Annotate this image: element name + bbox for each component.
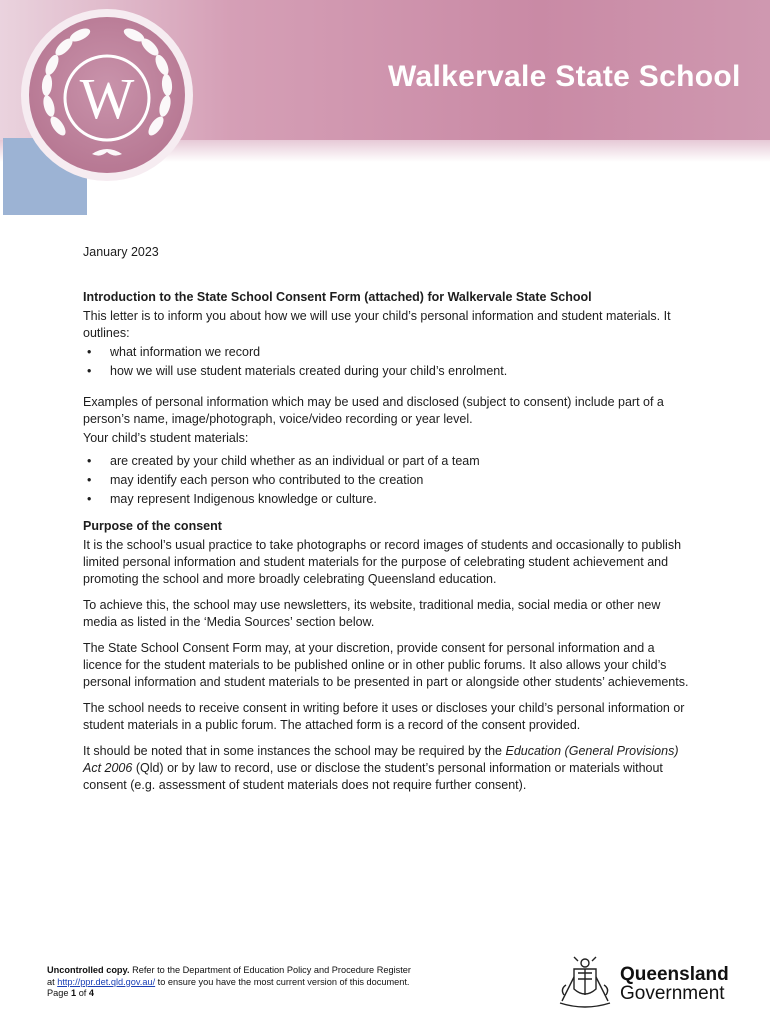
list-item: • how we will use student materials created during your child’s enrolment. [83,363,693,380]
footer-line-1 [47,965,411,977]
purpose-paragraph-3: The State School Consent Form may, at your discretion, provide consent for personal information and a licence for the student materials to be published online or in other public forums. It also allows your child’s personal information and student materials to be presented in part or alongside other students’ achievements. [83,641,689,689]
school-name-title: Walkervale State School [388,60,741,93]
materials-bullet-list [83,453,693,508]
examples-paragraph: Examples of personal information which may be used and disclosed (subject to consent) include part of a person’s name, image/photograph, voice/video recording or year level. [83,395,664,426]
footer-line-2-prefix: at [47,976,58,987]
footer-line-1-text: Refer to the Department of Education Policy and Procedure Register [129,965,411,975]
footer-line-2-text: to ensure you have the most current version of this document. [155,976,410,987]
letter-body [83,244,693,803]
purpose-p5-before: It should be noted that in some instances the school may be required by the [83,744,506,758]
intro-heading: Introduction to the State School Consent Form (attached) for Walkervale State School [83,290,592,304]
coat-of-arms-icon [556,955,614,1011]
purpose-paragraph-2: To achieve this, the school may use newsletters, its website, traditional media, social media or other new media as listed in the ‘Media Sources’ section below. [83,598,661,629]
qg-line-1: Queensland [620,964,729,985]
school-header [0,0,770,215]
purpose-p5-after: (Qld) or by law to record, use or disclose the student’s personal information or materials without consent (e.g. assessment of student materials does not require further consent). [83,761,663,792]
list-item: • may represent Indigenous knowledge or culture. [83,491,693,508]
uncontrolled-copy-label: Uncontrolled copy. [47,965,130,975]
qg-wordmark [620,965,729,1003]
page-of: of [76,988,89,998]
purpose-paragraph-4: The school needs to receive consent in writing before it uses or discloses your child’s personal information or student materials in a public forum. The attached form is a record of the consent provided. [83,701,685,732]
purpose-heading: Purpose of the consent [83,519,222,533]
materials-lead: Your child’s student materials: [83,431,249,445]
logo-letter: W [79,66,135,131]
queensland-government-logo [556,955,756,1013]
page-label: Page [47,988,72,998]
footer-line-2 [47,977,411,989]
list-item: • may identify each person who contributed to the creation [83,472,693,489]
ppr-link[interactable]: http://ppr.det.qld.gov.au/ [57,976,156,987]
letter-date: January 2023 [83,245,159,259]
purpose-paragraph-1: It is the school’s usual practice to take photographs or record images of students and occasionally to publish limited personal information and student materials for the purpose of celebrating student achievement and promoting the school and more broadly celebrating Queensland education. [83,538,682,586]
page-current: 1 [71,988,77,998]
list-item: • what information we record [83,344,693,361]
intro-paragraph: This letter is to inform you about how we will use your child’s personal information and student materials. It outlines: [83,309,671,340]
page-total: 4 [88,988,95,998]
page-number [47,988,411,1000]
document-footer [47,965,411,1000]
qg-line-2: Government [620,983,725,1004]
act-title: Education (General Provisions) Act 2006 [83,744,679,775]
purpose-paragraph-5 [83,743,693,794]
list-item: • are created by your child whether as an individual or part of a team [83,453,693,470]
school-crest-logo [18,6,196,184]
intro-bullet-list [83,344,693,380]
